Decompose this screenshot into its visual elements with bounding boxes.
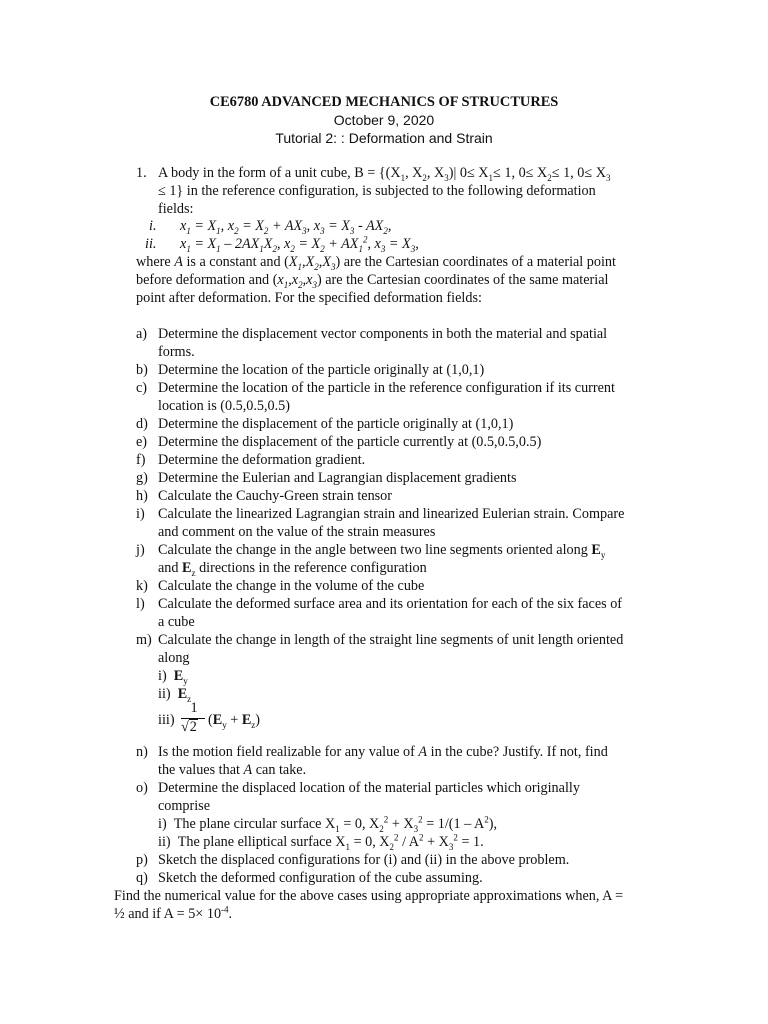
footer-line-1: Find the numerical value for the above cases using appropriate approximations when, A = [114, 888, 624, 904]
part-i-line-2: and comment on the value of the strain measures [158, 524, 436, 540]
footer-line-2: ½ and if $A = 5\times 10^{-4}$. [114, 904, 233, 922]
part-label-m: m) [136, 632, 152, 648]
part-g-line-1: Determine the Eulerian and Lagrangian displacement gradients [158, 470, 517, 486]
m-sub-iii-label: iii) [158, 712, 175, 728]
m-sub-ii: ii) $E_z$ [158, 686, 192, 704]
tutorial-title: Tutorial 2: : Deformation and Strain [275, 130, 493, 146]
part-label-d: d) [136, 416, 148, 432]
fraction-one-over-root-two: 1 √2 [181, 700, 211, 738]
part-m-line-1: Calculate the change in length of the straight line segments of unit length oriented [158, 632, 624, 648]
part-a-line-1: Determine the displacement vector components in both the material and spatial [158, 326, 608, 342]
part-i-line-1: Calculate the linearized Lagrangian strain and linearized Eulerian strain. Compare [158, 506, 625, 522]
part-m-line-2: along [158, 650, 190, 666]
question-line-2: ≤ 1} in the reference configuration, is subjected to the following deformation [158, 183, 596, 199]
part-label-j: j) [136, 542, 145, 558]
part-p-line-1: Sketch the displaced configurations for (i) and (ii) in the above problem. [158, 852, 570, 868]
part-label-l: l) [136, 596, 145, 612]
part-label-f: f) [136, 452, 146, 468]
part-label-o: o) [136, 780, 148, 796]
desc-line-3: point after deformation. For the specified deformation fields: [136, 290, 482, 306]
part-l-line-1: Calculate the deformed surface area and its orientation for each of the six faces of [158, 596, 623, 612]
question-line-3: fields: [158, 201, 194, 217]
part-c-line-2: location is (0.5,0.5,0.5) [158, 398, 291, 414]
desc-line-2: before deformation and $(x_1,x_2,x_3)$ are the Cartesian coordinates of the same material [136, 272, 609, 290]
part-label-q: q) [136, 870, 148, 886]
o-sub-i: i) The plane circular surface $X_1 = 0$, $X_2^2 + X_3^2 = 1/(1 - A^2)$, [158, 814, 498, 834]
date: October 9, 2020 [333, 112, 435, 128]
part-label-k: k) [136, 578, 148, 594]
course-title: CE6780 ADVANCED MECHANICS OF STRUCTURES [209, 94, 559, 110]
desc-line-1: where A is a constant and $(X_1,X_2,X_3)$ are the Cartesian coordinates of a material point [136, 254, 616, 272]
question-line-1: A body in the form of a unit cube, $B = \{(X_1$, $X_2$, $X_3)|$ $0\le X_1\le 1$, $0\le X_2\le 1$, $0\le X_3$ [158, 165, 611, 183]
part-n-line-1: Is the motion field realizable for any value of A in the cube? Justify. If not, find [158, 744, 608, 760]
part-b-line-1: Determine the location of the particle originally at (1,0,1) [158, 362, 485, 378]
m-sub-i: i) $E_y$ [158, 668, 188, 686]
question-number: 1. [136, 165, 147, 181]
part-l-line-2: a cube [158, 614, 195, 630]
part-n-line-2: the values that A can take. [158, 762, 307, 778]
part-j-line-2: and $E_z$ directions in the reference configuration [158, 560, 427, 578]
part-label-p: p) [136, 852, 148, 868]
part-a-line-2: forms. [158, 344, 195, 360]
field-label-i: i. [149, 218, 157, 234]
part-label-i: i) [136, 506, 145, 522]
part-j-line-1: Calculate the change in the angle between two line segments oriented along $E_y$ [158, 542, 606, 560]
part-label-c: c) [136, 380, 148, 396]
part-label-a: a) [136, 326, 148, 342]
field-i-equation: $x_1 = X_1$, $x_2 = X_2 + AX_3$, $x_3 = X_3 - AX_2$, [180, 218, 392, 236]
part-q-line-1: Sketch the deformed configuration of the cube assuming. [158, 870, 483, 886]
part-f-line-1: Determine the deformation gradient. [158, 452, 366, 468]
m-sub-iii-expression: $(E_y + E_z)$ [208, 712, 261, 730]
part-c-line-1: Determine the location of the particle in the reference configuration if its current [158, 380, 615, 396]
part-o-line-2: comprise [158, 798, 211, 814]
part-h-line-1: Calculate the Cauchy-Green strain tensor [158, 488, 393, 504]
field-label-ii: ii. [145, 236, 157, 252]
part-label-g: g) [136, 470, 148, 486]
part-d-line-1: Determine the displacement of the particle originally at (1,0,1) [158, 416, 514, 432]
field-ii-equation: $x_1 = X_1 - 2AX_1X_2$, $x_2 = X_2 + AX_1^2$, $x_3 = X_3$, [180, 234, 419, 254]
part-label-n: n) [136, 744, 148, 760]
o-sub-ii: ii) The plane elliptical surface $X_1 = 0$, $X_2^2 / A^2 + X_3^2 = 1$. [158, 832, 484, 852]
part-e-line-1: Determine the displacement of the particle currently at (0.5,0.5,0.5) [158, 434, 542, 450]
part-o-line-1: Determine the displaced location of the material particles which originally [158, 780, 580, 796]
part-label-e: e) [136, 434, 148, 450]
part-label-b: b) [136, 362, 148, 378]
part-label-h: h) [136, 488, 148, 504]
part-k-line-1: Calculate the change in the volume of the cube [158, 578, 425, 594]
